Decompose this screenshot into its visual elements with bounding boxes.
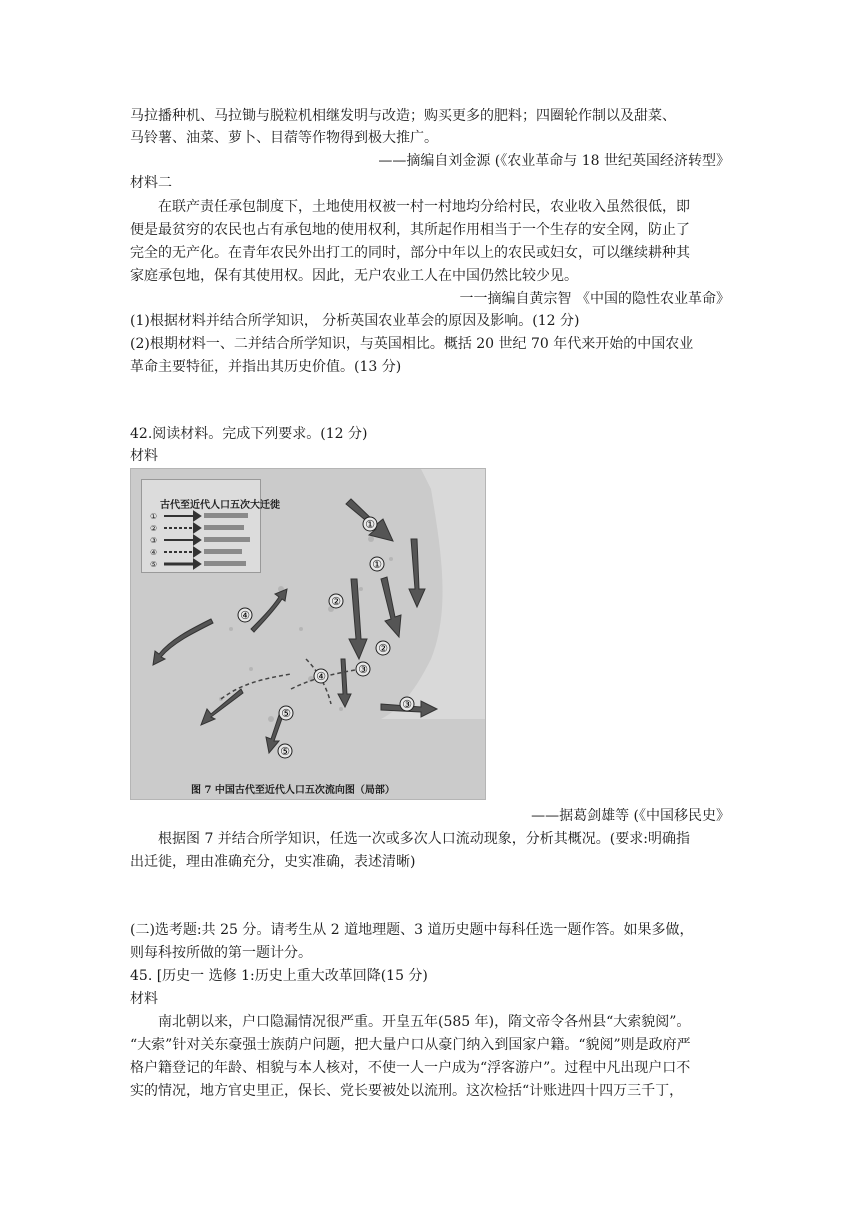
question-2: (2)根期材料一、二并结合所学知识，与英国相比。概括 20 世纪 70 年代来开始的中国农业 (130, 336, 694, 352)
route-label: ② (331, 595, 341, 608)
source-citation: ——摘编自刘金源 (《农业革命与 18 世纪英国经济转型》 (378, 153, 730, 169)
legend-title: 古代至近代人口五次大迁徙 (160, 500, 280, 511)
paragraph-line: 完全的无产化。在青年农民外出打工的同时，部分中年以上的农民或妇女，可以继续耕种其 (130, 245, 690, 261)
route-label: ⑤ (280, 745, 290, 758)
material-heading: 材料 (130, 448, 158, 464)
legend-arrows (142, 480, 260, 572)
source-citation: ——据葛剑雄等 (《中国移民史》 (531, 808, 730, 824)
route-label: ① (365, 518, 375, 531)
migration-map-figure (130, 468, 486, 800)
text-line: 马拉播种机、马拉锄与脱粒机相继发明与改造；购买更多的肥料；四圈轮作制以及甜菜、 (130, 108, 676, 124)
paragraph-line: 出迁徙，理由准确充分，史实准确，表述清晰) (130, 854, 416, 870)
paragraph-line: 格户籍登记的年龄、相貌与本人核对，不使一人一户成为“浮客游户”。过程中凡出现户口不 (130, 1060, 691, 1076)
legend-number: ② (150, 524, 158, 533)
paragraph-line: 南北朝以来，户口隐漏情况很严重。开皇五年(585 年)，隋文帝令各州县“大索貌阅”。 (158, 1014, 691, 1030)
material-heading: 材料二 (130, 175, 172, 191)
paragraph-line: “大索”针对关东豪强士族荫户问题，把大量户口从豪门纳入到国家户籍。“貌阅”则是政府严 (130, 1037, 691, 1053)
question-45: 45. [历史一 选修 1:历史上重大改革回降(15 分) (130, 968, 428, 984)
route-label: ③ (358, 663, 368, 676)
map-legend (141, 479, 280, 573)
route-label: ④ (316, 670, 326, 683)
source-citation: 一一摘编自黄宗智 《中国的隐性农业革命》 (459, 291, 730, 307)
optional-instructions: (二)选考题:共 25 分。请考生从 2 道地理题、3 道历史题中每科任选一题作答。如果多做， (130, 922, 694, 938)
legend-number: ⑤ (150, 560, 158, 569)
question-1: (1)根据材料并结合所学知识， 分析英国农业革会的原因及影响。(12 分) (130, 313, 580, 329)
route-label: ① (372, 558, 382, 571)
route-label: ② (378, 642, 388, 655)
legend-number: ③ (150, 536, 158, 545)
paragraph-line: 便是最贫穷的农民也占有承包地的使用权利，其所起作用相当于一个生存的安全网，防止了 (130, 222, 690, 238)
route-label: ③ (402, 698, 412, 711)
route-label: ④ (240, 609, 250, 622)
figure-caption: 图 7 中国古代至近代人口五次流向图（局部） (191, 785, 395, 796)
paragraph-line: 在联产责任承包制度下，土地使用权被一村一村地均分给村民，农业收入虽然很低，即 (158, 199, 690, 215)
question-42: 42.阅读材料。完成下列要求。(12 分) (130, 426, 368, 442)
question-2-cont: 革命主要特征，并指出其历史价值。(13 分) (130, 359, 402, 375)
paragraph-line: 家庭承包地，保有其使用权。因此，无户农业工人在中国仍然比较少见。 (130, 268, 578, 284)
legend-number: ① (150, 512, 158, 521)
material-heading: 材料 (130, 991, 158, 1007)
legend-number: ④ (150, 548, 158, 557)
paragraph-line: 根据图 7 并结合所学知识，任选一次或多次人口流动现象，分析其概况。(要求:明确指 (158, 831, 690, 847)
route-label: ⑤ (281, 707, 291, 720)
optional-instructions: 则每科按所做的第一题计分。 (130, 945, 312, 961)
text-line: 马铃薯、油菜、萝卜、目蓿等作物得到极大推广。 (130, 130, 438, 146)
paragraph-line: 实的情况，地方官史里正，保长、党长要被处以流刑。这次检括“计账进四十四万三千丁， (130, 1083, 684, 1099)
